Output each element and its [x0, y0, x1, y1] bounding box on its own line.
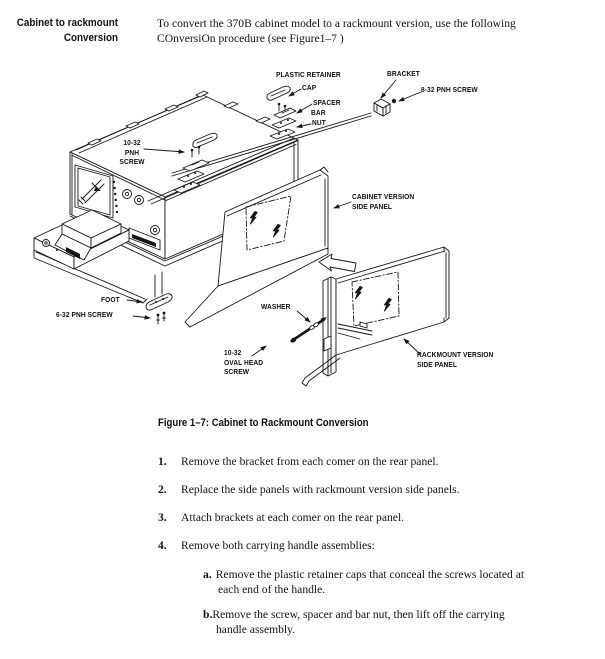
sub-item-letter: a. — [203, 568, 212, 581]
sub-item-letter: b. — [203, 608, 213, 621]
label-spacer: SPACER — [313, 98, 341, 107]
label-10-32-oval-head-screw: 10-32 OVAL HEAD SCREW — [224, 348, 264, 376]
label-cabinet-version-side-panel: CABINET VERSION SIDE PANEL — [352, 192, 415, 211]
label-foot: FOOT — [101, 295, 120, 304]
label-8-32-pnh-screw: 8-32 PNH SCREW — [421, 85, 478, 94]
procedure-list — [158, 455, 598, 637]
label-cap: CAP — [302, 83, 317, 92]
sub-item-text: Remove the screw, spacer and bar nut, then lift off the carrying — [212, 608, 505, 621]
figure-caption: Figure 1–7: Cabinet to Rackmount Conversion — [158, 417, 369, 429]
list-item-number: 4. — [158, 539, 167, 552]
list-item-number: 3. — [158, 511, 167, 524]
sub-item-text: Remove the plastic retainer caps that conceal the screws located at — [215, 568, 525, 581]
swap-arrow — [319, 254, 356, 272]
label-plastic-retainer: PLASTIC RETAINER — [276, 70, 341, 79]
label-bracket: BRACKET — [387, 69, 420, 78]
sidebar-heading-line1: Cabinet to rackmount — [16, 17, 118, 29]
sub-list-item — [203, 567, 598, 597]
list-item-text: Replace the side panels with rackmount version side panels. — [181, 483, 460, 496]
list-item-text: Remove both carrying handle assemblies: — [181, 539, 375, 552]
label-10-32-pnh-screw: 10-32 PNH SCREW — [119, 138, 145, 166]
bracket-drawing — [374, 99, 396, 116]
washer-screw-drawing — [290, 318, 326, 344]
list-item — [158, 511, 598, 525]
intro-line1: To convert the 370B cabinet model to a rackmount version, use the following — [157, 17, 516, 30]
foot-drawing — [146, 272, 172, 324]
list-item-number: 1. — [158, 455, 167, 468]
intro-line2: COnversiOn procedure (see Figure1–7 ) — [157, 32, 344, 45]
label-nut: NUT — [312, 118, 326, 127]
label-rackmount-version-side-panel: RACKMOUNT VERSION SIDE PANEL — [417, 350, 494, 369]
list-item-number: 2. — [158, 483, 167, 496]
list-item — [158, 483, 598, 497]
label-washer: WASHER — [261, 302, 291, 311]
label-bar: BAR — [311, 108, 326, 117]
label-6-32-pnh-screw: 6-32 PNH SCREW — [56, 310, 113, 319]
list-item-text: Attach brackets at each comer on the rear panel. — [181, 511, 405, 524]
list-item — [158, 455, 598, 469]
sub-item-text-continued: handle assembly. — [216, 623, 296, 636]
list-item — [158, 539, 598, 553]
list-item-text: Remove the bracket from each comer on the rear panel. — [181, 455, 439, 468]
sidebar-heading-line2: Conversion — [63, 32, 118, 44]
sub-list-item — [203, 607, 598, 637]
sub-item-text-continued: each end of the handle. — [218, 583, 326, 596]
